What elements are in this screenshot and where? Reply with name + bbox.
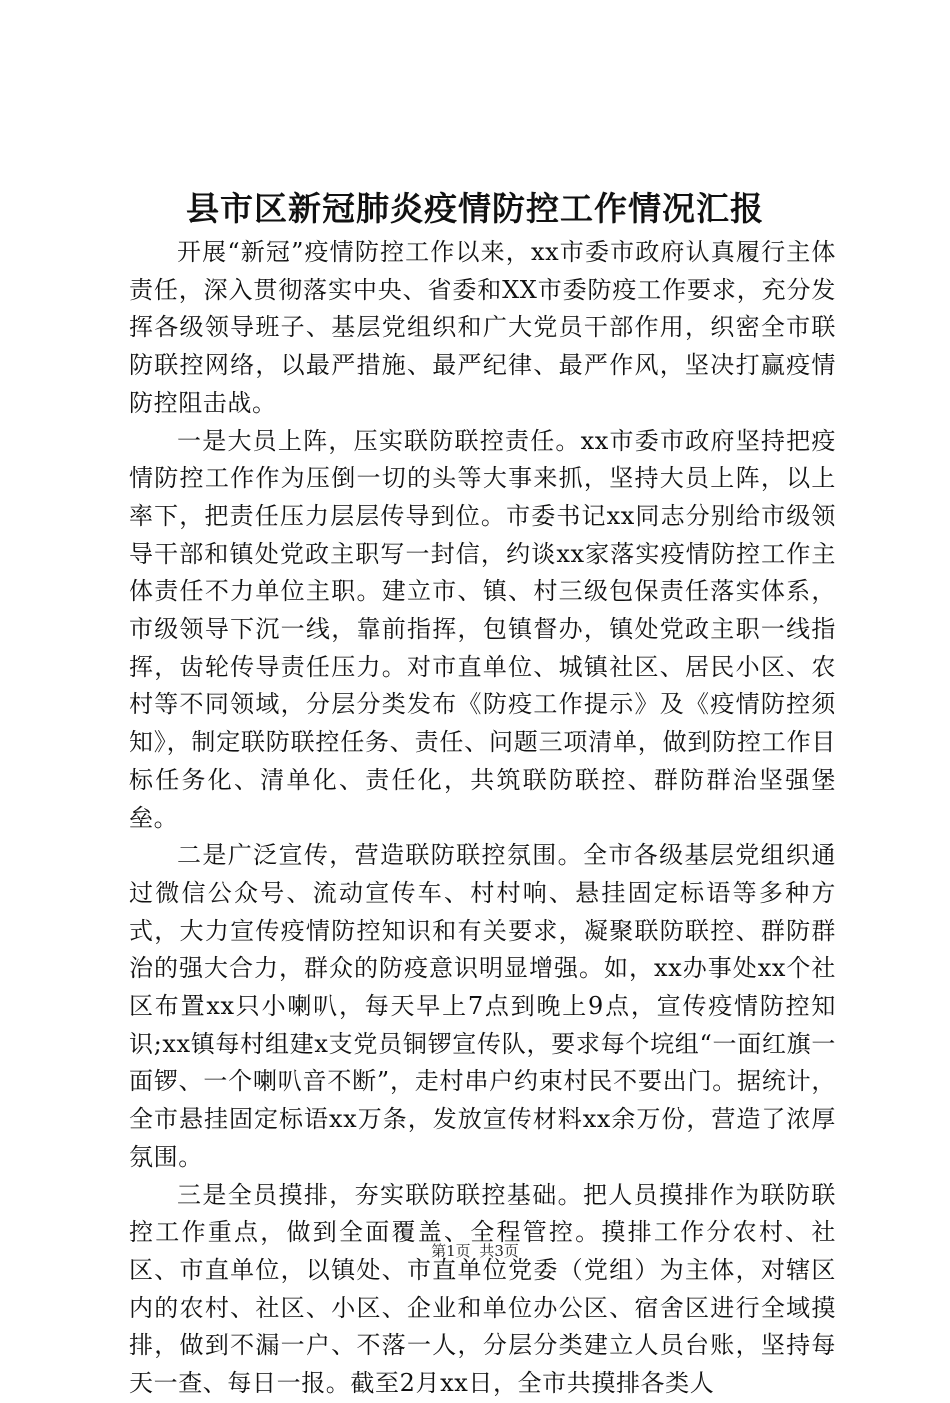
page-total: 共3页 bbox=[479, 1242, 519, 1260]
page-footer bbox=[0, 1241, 950, 1261]
page-number: 第1页 bbox=[431, 1242, 471, 1260]
paragraph-point-three: 三是全员摸排，夯实联防联控基础。把人员摸排作为联防联控工作重点，做到全面覆盖、全程管控。摸排工作分农村、社区、市直单位，以镇处、市直单位党委（党组）为主体，对辖区内的农村、社区、小区、企业和单位办公区、宿舍区进行全域摸排，做到不漏一户、不落一人，分层分类建立人员台账，坚持每天一查、每日一报。截至2月xx日，全市共摸排各类人 bbox=[129, 1180, 836, 1398]
document-body bbox=[129, 234, 836, 1403]
document-title: 县市区新冠肺炎疫情防控工作情况汇报 bbox=[186, 189, 764, 228]
paragraph-point-two: 二是广泛宣传，营造联防联控氛围。全市各级基层党组织通过微信公众号、流动宣传车、村村响、悬挂固定标语等多种方式，大力宣传疫情防控知识和有关要求，凝聚联防联控、群防群治的强大合力，群众的防疫意识明显增强。如，xx办事处xx个社区布置xx只小喇叭，每天早上7点到晚上9点，宣传疫情防控知识;xx镇每村组建x支党员铜锣宣传队，要求每个垸组“一面红旗一面锣、一个喇叭音不断”，走村串户约束村民不要出门。据统计，全市悬挂固定标语xx万条，发放宣传材料xx余万份，营造了浓厚氛围。 bbox=[129, 841, 836, 1171]
paragraph-intro: 开展“新冠”疫情防控工作以来，xx市委市政府认真履行主体责任，深入贯彻落实中央、省委和XX市委防疫工作要求，充分发挥各级领导班子、基层党组织和广大党员干部作用，织密全市联防联控网络，以最严措施、最严纪律、最严作风，坚决打赢疫情防控阻击战。 bbox=[129, 238, 836, 417]
paragraph-point-one: 一是大员上阵，压实联防联控责任。xx市委市政府坚持把疫情防控工作作为压倒一切的头等大事来抓，坚持大员上阵，以上率下，把责任压力层层传导到位。市委书记xx同志分别给市级领导干部和镇处党政主职写一封信，约谈xx家落实疫情防控工作主体责任不力单位主职。建立市、镇、村三级包保责任落实体系，市级领导下沉一线，靠前指挥，包镇督办，镇处党政主职一线指挥，齿轮传导责任压力。对市直单位、城镇社区、居民小区、农村等不同领域，分层分类发布《防疫工作提示》及《疫情防控须知》，制定联防联控任务、责任、问题三项清单，做到防控工作目标任务化、清单化、责任化，共筑联防联控、群防群治坚强堡垒。 bbox=[129, 426, 836, 832]
